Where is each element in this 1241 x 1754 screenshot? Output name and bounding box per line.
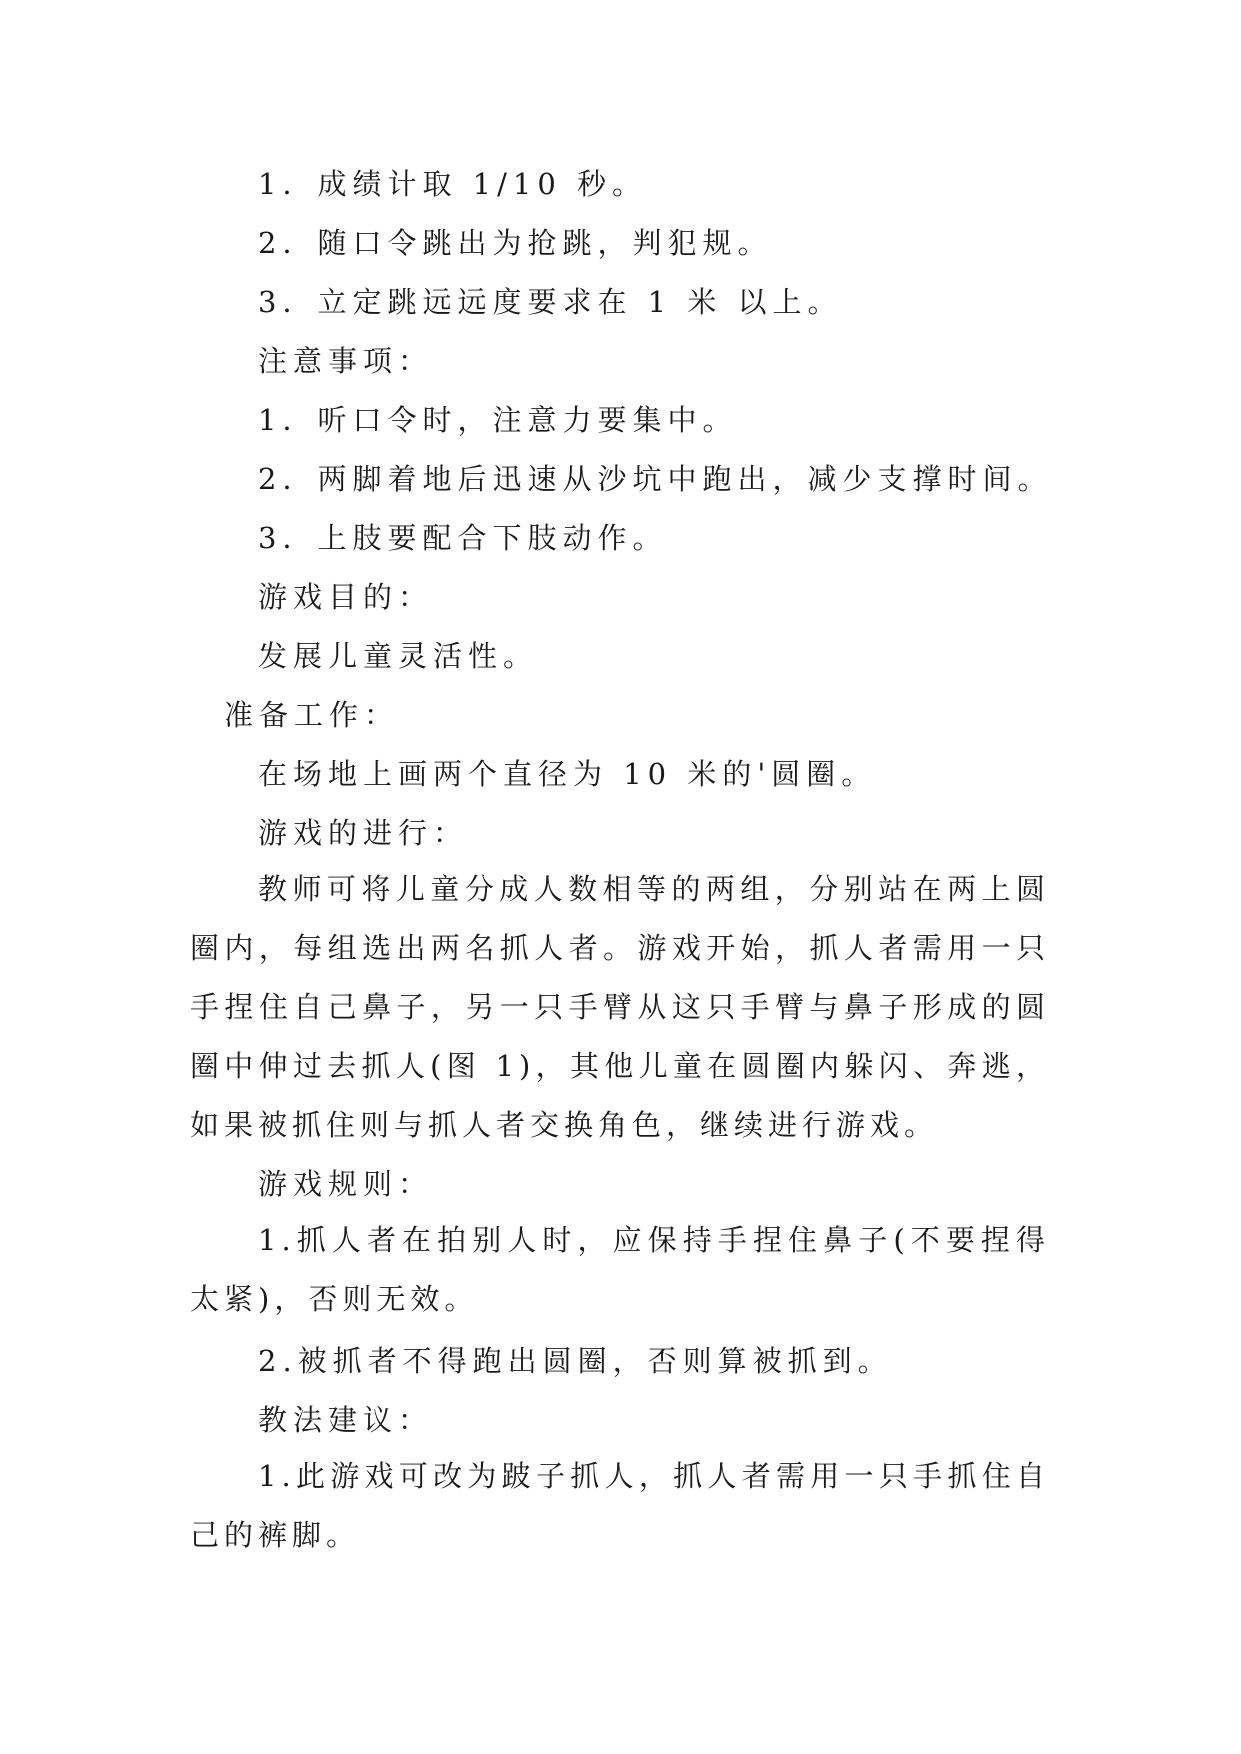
result-rule-1: 1．成绩计取 1/10 秒。 [258,167,648,201]
game-process-paragraph: 教师可将儿童分成人数相等的两组，分别站在两上圆圈内，每组选出两名抓人者。游戏开始，抓人者需用一只手捏住自己鼻子，另一只手臂从这只手臂与鼻子形成的圆圈中伸过去抓人(图 1)，其他儿童在圆圈内躲闪、奔逃，如果被抓住则与抓人者交换角色，继续进行游戏。 [190,872,1050,1142]
note-2: 2．两脚着地后迅速从沙坑中跑出，减少支撑时间。 [258,462,1053,496]
game-rule-1: 1.抓人者在拍别人时，应保持手捏住鼻子(不要捏得太紧)，否则无效。 [190,1223,1050,1316]
heading-game-rules: 游戏规则： [258,1167,434,1201]
heading-notes: 注意事项： [258,344,434,378]
heading-game-goal: 游戏目的： [258,580,434,614]
heading-game-process: 游戏的进行： [258,816,469,850]
preparation-text: 在场地上画两个直径为 10 米的'圆圈。 [258,757,877,791]
result-rule-3: 3．立定跳远远度要求在 1 米 以上。 [258,285,843,319]
game-rule-2: 2.被抓者不得跑出圆圈，否则算被抓到。 [258,1344,893,1378]
note-3: 3．上肢要配合下肢动作。 [258,521,668,555]
game-goal-text: 发展儿童灵活性。 [258,639,539,673]
result-rule-2: 2．随口令跳出为抢跳，判犯规。 [258,226,773,260]
heading-teaching-suggestions: 教法建议： [258,1403,434,1437]
teaching-suggestion-1: 1.此游戏可改为跛子抓人，抓人者需用一只手抓住自己的裤脚。 [190,1459,1050,1552]
note-1: 1．听口令时，注意力要集中。 [258,403,738,437]
heading-preparation: 准备工作： [224,698,400,732]
